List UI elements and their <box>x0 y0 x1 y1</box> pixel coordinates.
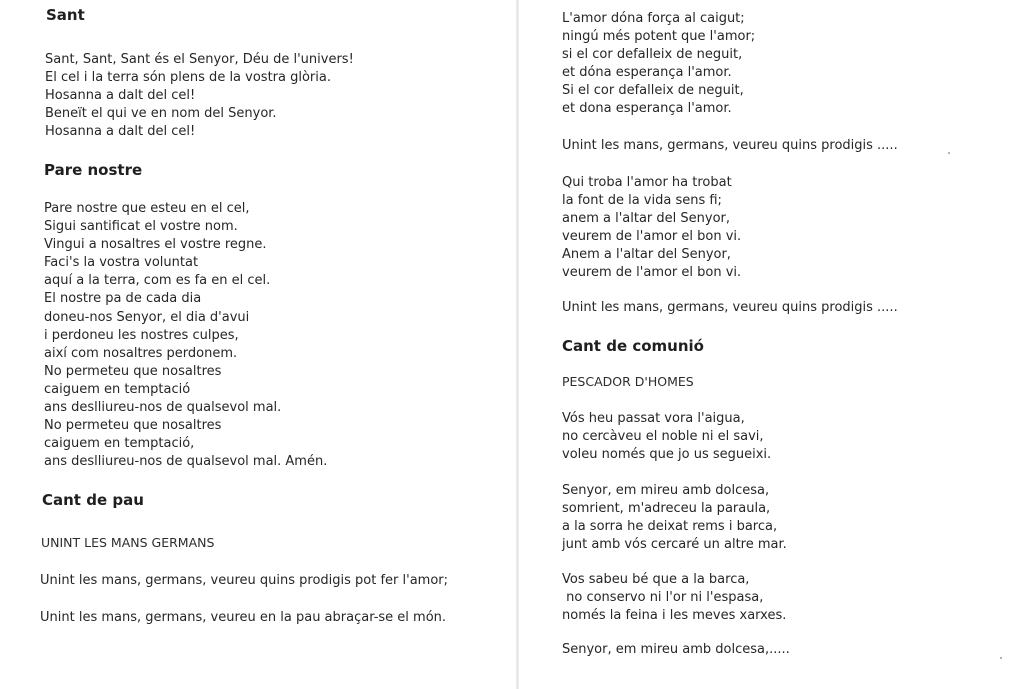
refrain-line: Unint les mans, germans, veureu quins prodigis ..... <box>562 300 898 315</box>
stanza <box>562 10 755 119</box>
sant-line: El cel i la terra són plens de la vostra glòria. <box>45 70 331 86</box>
page-fold <box>516 0 519 689</box>
stanza-line: Anem a l'altar del Senyor, <box>562 247 731 263</box>
right-page <box>520 0 1024 689</box>
stanza-line: somrient, m'adreceu la paraula, <box>562 501 771 517</box>
stanza <box>562 482 787 554</box>
cant-de-pau-heading: Cant de pau <box>42 491 144 509</box>
pare-nostre-text <box>44 200 327 471</box>
sant-line: Hosanna a dalt del cel! <box>45 124 196 140</box>
stanza-line: et dona esperança l'amor. <box>562 101 732 117</box>
cant-de-pau-paragraph: Unint les mans, germans, veureu en la pau abraçar-se el món. <box>40 610 447 625</box>
stanza <box>562 410 771 464</box>
sant-line: Beneït el qui ve en nom del Senyor. <box>45 106 277 122</box>
sant-text <box>45 51 354 141</box>
pare-nostre-line: Faci's la vostra voluntat <box>44 255 199 271</box>
stanza-line: veurem de l'amor el bon vi. <box>562 229 742 245</box>
stanza-line: L'amor dóna força al caigut; <box>562 11 745 26</box>
closing-line-block <box>562 641 790 659</box>
pare-nostre-line: caiguem en temptació, <box>44 436 195 452</box>
pare-nostre-line: aquí a la terra, com es fa en el cel. <box>44 273 271 289</box>
stanza-line: veurem de l'amor el bon vi. <box>562 265 742 281</box>
refrain-line: Unint les mans, germans, veureu quins prodigis ..... <box>562 138 898 153</box>
cant-de-comunio-subtitle: PESCADOR D'HOMES <box>562 374 694 389</box>
cant-de-comunio-heading: Cant de comunió <box>562 337 704 355</box>
pare-nostre-line: Pare nostre que esteu en el cel, <box>44 201 250 216</box>
stanza-line: anem a l'altar del Senyor, <box>562 211 731 227</box>
pare-nostre-line: així com nosaltres perdonem. <box>44 345 238 361</box>
sant-line: Sant, Sant, Sant és el Senyor, Déu de l'univers! <box>45 52 354 67</box>
stanza-line: et dóna esperança l'amor. <box>562 65 732 81</box>
pare-nostre-line: Vingui a nosaltres el vostre regne. <box>44 237 267 253</box>
pare-nostre-line: No permeteu que nosaltres <box>44 418 222 434</box>
pare-nostre-line: ans deslliureu-nos de qualsevol mal. <box>44 400 282 416</box>
stanza-line: a la sorra he deixat rems i barca, <box>562 519 778 535</box>
stanza-line: Qui troba l'amor ha trobat <box>562 175 732 190</box>
stanza-line: Senyor, em mireu amb dolcesa, <box>562 483 770 498</box>
cant-de-pau-subtitle: UNINT LES MANS GERMANS <box>41 535 215 550</box>
pare-nostre-line: Sigui santificat el vostre nom. <box>44 219 238 235</box>
stanza-line: Vós heu passat vora l'aigua, <box>562 411 745 426</box>
refrain <box>562 299 898 317</box>
pare-nostre-line: doneu-nos Senyor, el dia d'avui <box>44 309 250 325</box>
pare-nostre-line: El nostre pa de cada dia <box>44 291 202 307</box>
stanza-line: Vos sabeu bé que a la barca, <box>562 572 750 587</box>
scan-speck <box>948 152 950 154</box>
stanza-line: no conservo ni l'or ni l'espasa, <box>562 590 764 606</box>
cant-de-pau-paragraph: Unint les mans, germans, veureu quins prodigis pot fer l'amor; <box>40 573 449 588</box>
stanza-line: voleu només que jo us segueixi. <box>562 447 772 463</box>
stanza <box>562 174 741 283</box>
pare-nostre-line: ans deslliureu-nos de qualsevol mal. Amén. <box>44 454 328 470</box>
stanza-line: no cercàveu el noble ni el savi, <box>562 429 764 445</box>
stanza-line: Si el cor defalleix de neguit, <box>562 83 744 99</box>
stanza-line: només la feina i les meves xarxes. <box>562 608 787 624</box>
pare-nostre-line: i perdoneu les nostres culpes, <box>44 327 239 343</box>
stanza <box>562 571 786 625</box>
pare-nostre-line: No permeteu que nosaltres <box>44 363 222 379</box>
scan-speck <box>1000 657 1002 659</box>
closing-line: Senyor, em mireu amb dolcesa,..... <box>562 642 790 657</box>
stanza-line: ningú més potent que l'amor; <box>562 29 756 45</box>
stanza-line: si el cor defalleix de neguit, <box>562 47 743 63</box>
pare-nostre-heading: Pare nostre <box>44 161 143 179</box>
stanza-line: la font de la vida sens fi; <box>562 193 722 209</box>
pare-nostre-line: caiguem en temptació <box>44 381 191 397</box>
refrain <box>562 137 898 155</box>
stanza-line: junt amb vós cercaré un altre mar. <box>562 537 787 553</box>
sant-heading: Sant <box>46 6 85 24</box>
sant-line: Hosanna a dalt del cel! <box>45 88 196 104</box>
